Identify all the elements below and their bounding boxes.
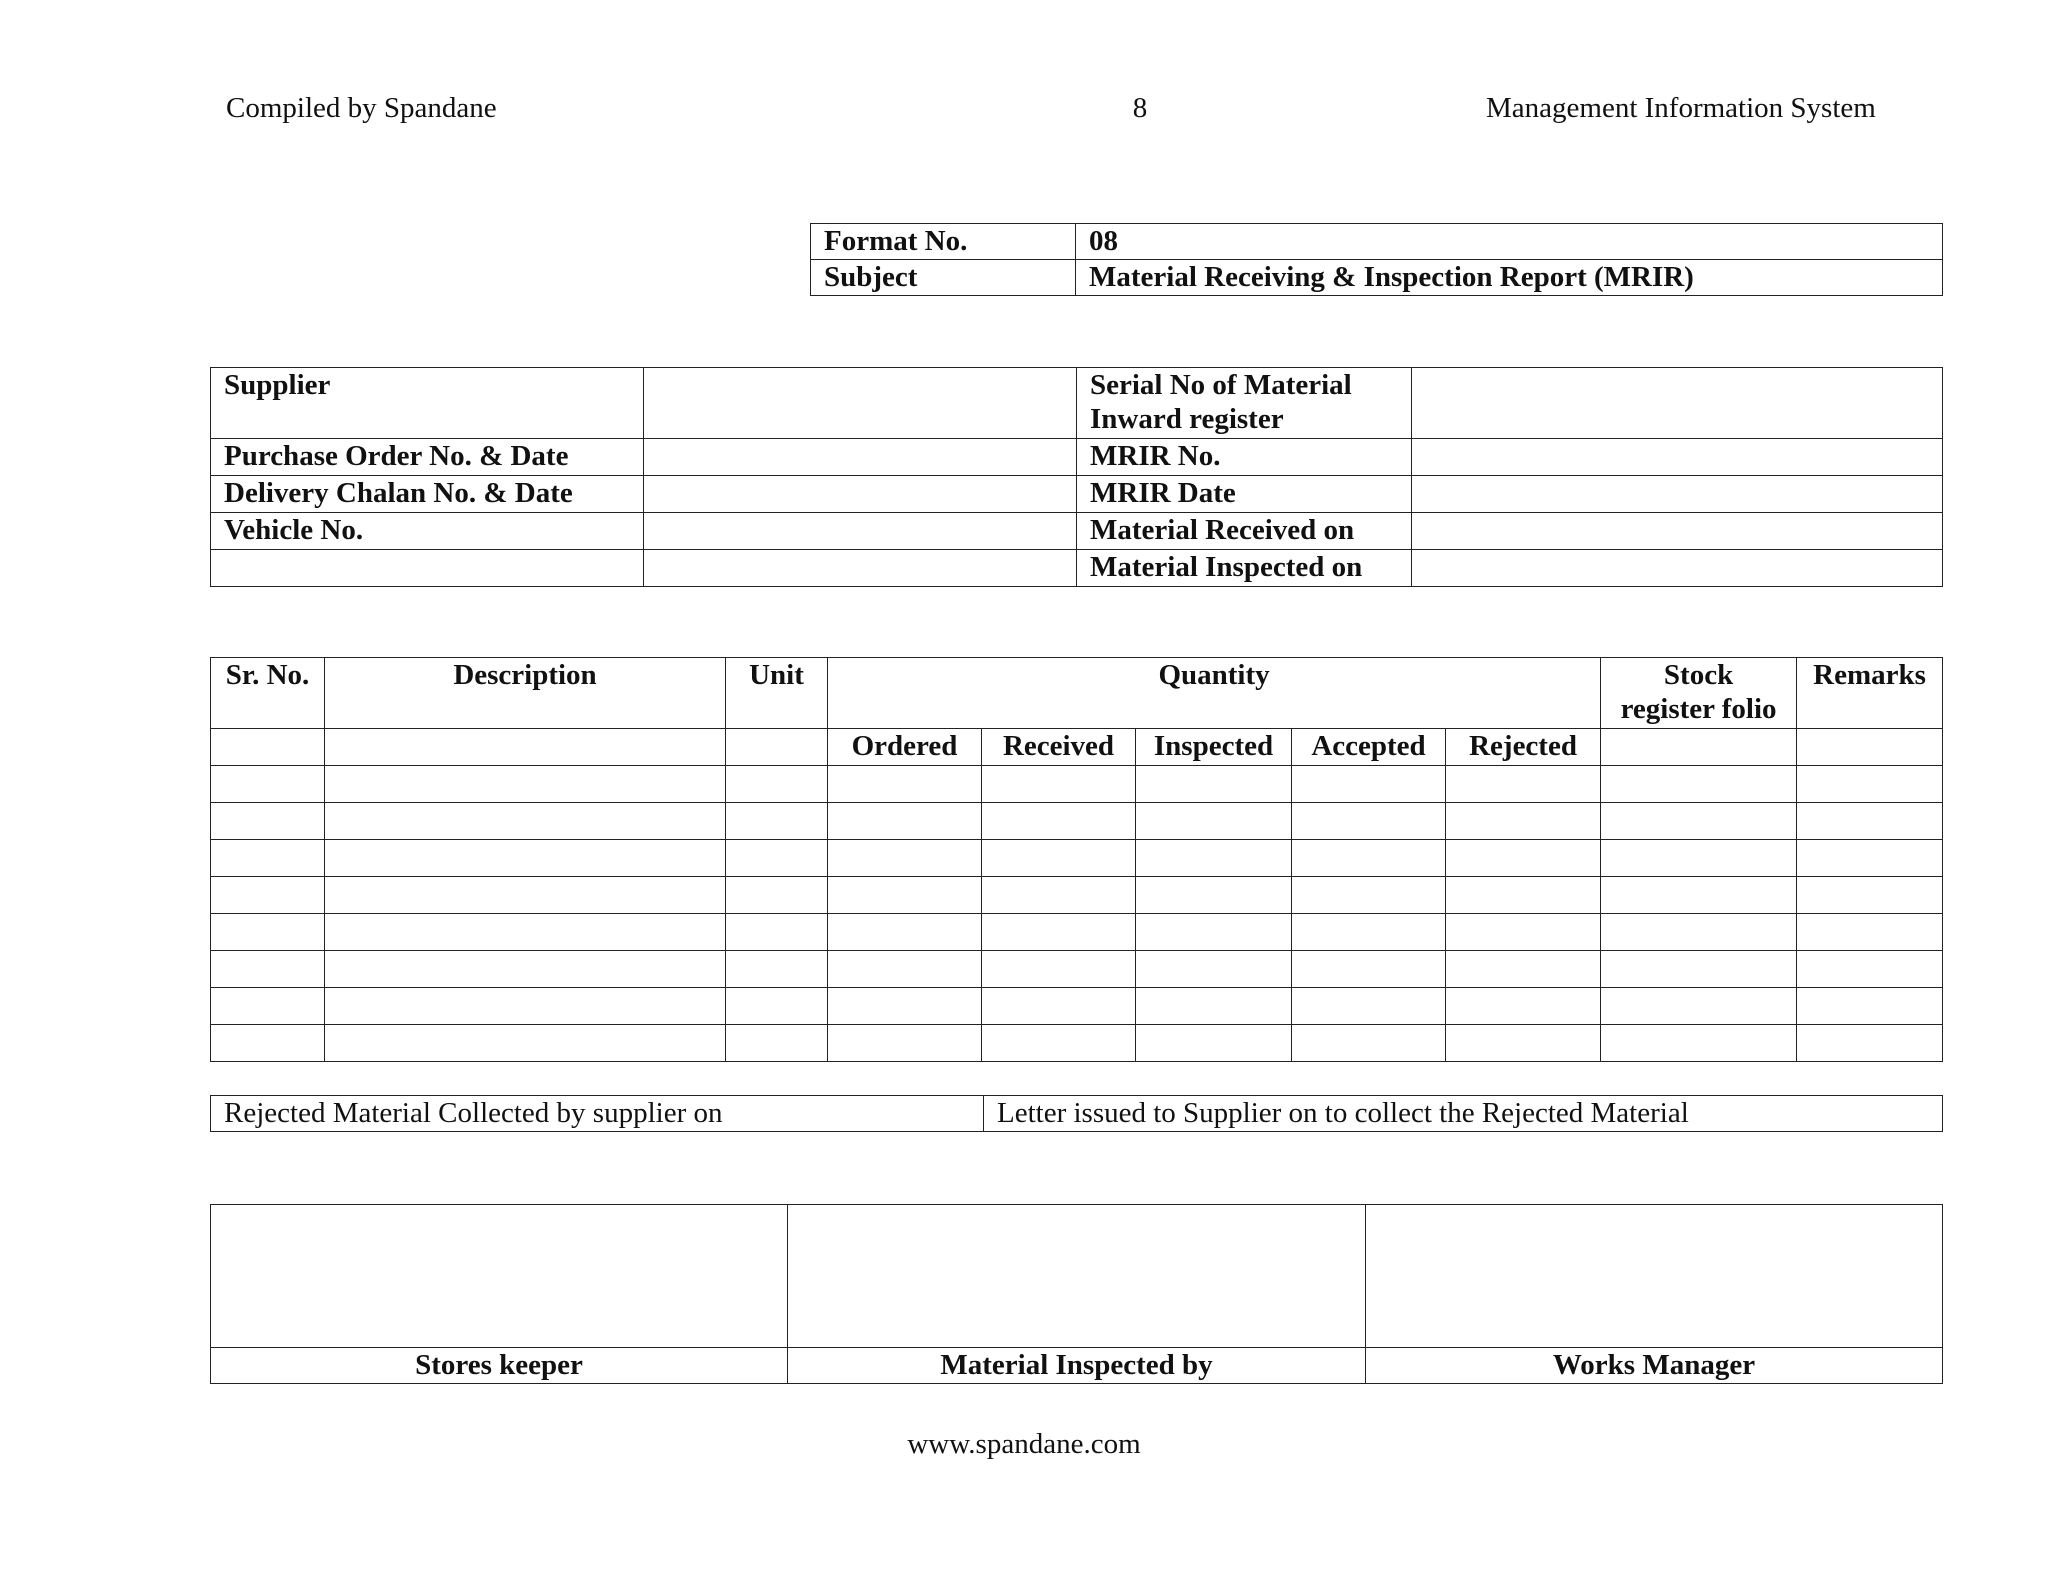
info-row bbox=[211, 476, 1943, 513]
inspected-header: Inspected bbox=[1136, 729, 1292, 766]
table-cell[interactable] bbox=[211, 1025, 325, 1062]
table-cell[interactable] bbox=[828, 803, 982, 840]
header-compiled-by: Compiled by Spandane bbox=[226, 92, 497, 124]
rejected-header: Rejected bbox=[1446, 729, 1601, 766]
table-cell[interactable] bbox=[1446, 766, 1601, 803]
table-cell[interactable] bbox=[325, 729, 726, 766]
table-cell[interactable] bbox=[1446, 803, 1601, 840]
table-cell[interactable] bbox=[726, 729, 828, 766]
table-cell[interactable] bbox=[325, 840, 726, 877]
table-cell[interactable] bbox=[1136, 877, 1292, 914]
items-table bbox=[210, 657, 1943, 1062]
table-cell[interactable] bbox=[982, 1025, 1136, 1062]
blank-label bbox=[211, 550, 644, 587]
table-cell[interactable] bbox=[1797, 988, 1943, 1025]
format-table bbox=[810, 223, 1943, 296]
description-header: Description bbox=[325, 658, 726, 729]
table-cell[interactable] bbox=[325, 988, 726, 1025]
table-cell[interactable] bbox=[1292, 766, 1446, 803]
works-manager-label: Works Manager bbox=[1366, 1348, 1943, 1384]
format-row bbox=[811, 224, 1943, 260]
table-cell[interactable] bbox=[1797, 766, 1943, 803]
table-cell[interactable] bbox=[1136, 1025, 1292, 1062]
table-cell[interactable] bbox=[1446, 988, 1601, 1025]
table-cell[interactable] bbox=[982, 840, 1136, 877]
subject-row bbox=[811, 260, 1943, 296]
table-cell[interactable] bbox=[211, 877, 325, 914]
table-cell[interactable] bbox=[726, 840, 828, 877]
rejected-material-row bbox=[211, 1096, 1943, 1132]
table-cell[interactable] bbox=[211, 914, 325, 951]
table-cell[interactable] bbox=[1601, 803, 1797, 840]
info-row bbox=[211, 550, 1943, 587]
table-cell[interactable] bbox=[1601, 951, 1797, 988]
table-row bbox=[211, 803, 1943, 840]
signature-label-row bbox=[211, 1348, 1943, 1384]
sr-no-header: Sr. No. bbox=[211, 658, 325, 729]
table-cell[interactable] bbox=[211, 729, 325, 766]
info-row bbox=[211, 513, 1943, 550]
table-cell[interactable] bbox=[1797, 951, 1943, 988]
mrir-no-field[interactable] bbox=[1412, 439, 1943, 476]
table-row bbox=[211, 766, 1943, 803]
table-cell[interactable] bbox=[982, 914, 1136, 951]
table-cell[interactable] bbox=[1797, 729, 1943, 766]
table-cell[interactable] bbox=[1601, 914, 1797, 951]
signature-table bbox=[210, 1204, 1943, 1384]
table-cell[interactable] bbox=[211, 803, 325, 840]
unit-header: Unit bbox=[726, 658, 828, 729]
supplier-label: Supplier bbox=[211, 368, 644, 439]
table-cell[interactable] bbox=[982, 877, 1136, 914]
mrir-date-label: MRIR Date bbox=[1077, 476, 1412, 513]
table-cell[interactable] bbox=[211, 766, 325, 803]
table-cell[interactable] bbox=[325, 914, 726, 951]
table-cell[interactable] bbox=[828, 1025, 982, 1062]
table-cell[interactable] bbox=[325, 803, 726, 840]
purchase-order-field[interactable] bbox=[644, 439, 1077, 476]
table-cell[interactable] bbox=[325, 951, 726, 988]
table-cell[interactable] bbox=[1446, 1025, 1601, 1062]
table-cell[interactable] bbox=[211, 840, 325, 877]
table-cell[interactable] bbox=[726, 988, 828, 1025]
material-inspected-field[interactable] bbox=[1412, 550, 1943, 587]
table-cell[interactable] bbox=[726, 766, 828, 803]
table-cell[interactable] bbox=[1292, 877, 1446, 914]
table-cell[interactable] bbox=[1292, 951, 1446, 988]
table-cell[interactable] bbox=[1292, 803, 1446, 840]
subject-label: Subject bbox=[811, 260, 1076, 296]
material-received-field[interactable] bbox=[1412, 513, 1943, 550]
table-cell[interactable] bbox=[1601, 766, 1797, 803]
remarks-header: Remarks bbox=[1797, 658, 1943, 729]
table-cell[interactable] bbox=[1797, 1025, 1943, 1062]
rejected-material-table bbox=[210, 1095, 1943, 1132]
table-row bbox=[211, 988, 1943, 1025]
material-inspected-label: Material Inspected on bbox=[1077, 550, 1412, 587]
rejected-collected-label[interactable]: Rejected Material Collected by supplier on bbox=[211, 1096, 984, 1132]
info-row bbox=[211, 439, 1943, 476]
table-row bbox=[211, 840, 1943, 877]
quantity-header: Quantity bbox=[828, 658, 1601, 729]
table-cell[interactable] bbox=[211, 988, 325, 1025]
footer-url: www.spandane.com bbox=[907, 1428, 1141, 1460]
table-cell[interactable] bbox=[1797, 877, 1943, 914]
table-cell[interactable] bbox=[1446, 914, 1601, 951]
table-cell[interactable] bbox=[1446, 951, 1601, 988]
table-cell[interactable] bbox=[1292, 914, 1446, 951]
page-header bbox=[0, 92, 2048, 132]
table-cell[interactable] bbox=[325, 877, 726, 914]
table-cell[interactable] bbox=[1797, 914, 1943, 951]
table-row bbox=[211, 1025, 1943, 1062]
works-manager-signature-box[interactable] bbox=[1366, 1205, 1943, 1348]
table-cell[interactable] bbox=[726, 914, 828, 951]
table-cell[interactable] bbox=[1136, 914, 1292, 951]
items-subheader-row bbox=[211, 729, 1943, 766]
inspector-signature-box[interactable] bbox=[788, 1205, 1366, 1348]
table-cell[interactable] bbox=[982, 803, 1136, 840]
letter-issued-label[interactable]: Letter issued to Supplier on to collect the Rejected Material bbox=[984, 1096, 1943, 1132]
table-cell[interactable] bbox=[325, 1025, 726, 1062]
table-cell[interactable] bbox=[726, 951, 828, 988]
table-cell[interactable] bbox=[982, 766, 1136, 803]
info-row bbox=[211, 368, 1943, 439]
stock-folio-header: Stock register folio bbox=[1601, 658, 1797, 729]
table-row bbox=[211, 951, 1943, 988]
table-cell[interactable] bbox=[1446, 840, 1601, 877]
stores-keeper-label: Stores keeper bbox=[211, 1348, 788, 1384]
table-cell[interactable] bbox=[726, 1025, 828, 1062]
table-cell[interactable] bbox=[1601, 988, 1797, 1025]
format-no-label: Format No. bbox=[811, 224, 1076, 260]
received-header: Received bbox=[982, 729, 1136, 766]
info-table bbox=[210, 367, 1943, 587]
delivery-chalan-field[interactable] bbox=[644, 476, 1077, 513]
table-cell[interactable] bbox=[1136, 840, 1292, 877]
material-inspected-by-label: Material Inspected by bbox=[788, 1348, 1366, 1384]
serial-no-label: Serial No of Material Inward register bbox=[1077, 368, 1412, 439]
table-cell[interactable] bbox=[828, 877, 982, 914]
item-rows bbox=[211, 766, 1943, 1062]
vehicle-no-field[interactable] bbox=[644, 513, 1077, 550]
table-cell[interactable] bbox=[828, 951, 982, 988]
table-cell[interactable] bbox=[325, 766, 726, 803]
table-row bbox=[211, 877, 1943, 914]
table-cell[interactable] bbox=[1136, 988, 1292, 1025]
serial-no-field[interactable] bbox=[1412, 368, 1943, 439]
ordered-header: Ordered bbox=[828, 729, 982, 766]
table-cell[interactable] bbox=[1136, 766, 1292, 803]
material-received-label: Material Received on bbox=[1077, 513, 1412, 550]
table-cell[interactable] bbox=[982, 988, 1136, 1025]
table-cell[interactable] bbox=[982, 951, 1136, 988]
table-row bbox=[211, 914, 1943, 951]
purchase-order-label: Purchase Order No. & Date bbox=[211, 439, 644, 476]
table-cell[interactable] bbox=[828, 766, 982, 803]
table-cell[interactable] bbox=[1292, 988, 1446, 1025]
signature-space-row bbox=[211, 1205, 1943, 1348]
delivery-chalan-label: Delivery Chalan No. & Date bbox=[211, 476, 644, 513]
table-cell[interactable] bbox=[1136, 803, 1292, 840]
table-cell[interactable] bbox=[211, 951, 325, 988]
table-cell[interactable] bbox=[828, 914, 982, 951]
table-cell[interactable] bbox=[1601, 729, 1797, 766]
table-cell[interactable] bbox=[828, 988, 982, 1025]
supplier-field[interactable] bbox=[644, 368, 1077, 439]
blank-field[interactable] bbox=[644, 550, 1077, 587]
table-cell[interactable] bbox=[1136, 951, 1292, 988]
subject-value: Material Receiving & Inspection Report (MRIR) bbox=[1076, 260, 1943, 296]
page-number: 8 bbox=[1132, 92, 1148, 124]
table-cell[interactable] bbox=[828, 840, 982, 877]
items-header-row bbox=[211, 658, 1943, 729]
table-cell[interactable] bbox=[726, 877, 828, 914]
table-cell[interactable] bbox=[1601, 1025, 1797, 1062]
table-cell[interactable] bbox=[1797, 803, 1943, 840]
table-cell[interactable] bbox=[1446, 877, 1601, 914]
mrir-date-field[interactable] bbox=[1412, 476, 1943, 513]
table-cell[interactable] bbox=[1601, 840, 1797, 877]
accepted-header: Accepted bbox=[1292, 729, 1446, 766]
header-title: Management Information System bbox=[1486, 92, 1876, 124]
mrir-no-label: MRIR No. bbox=[1077, 439, 1412, 476]
table-cell[interactable] bbox=[1601, 877, 1797, 914]
stores-keeper-signature-box[interactable] bbox=[211, 1205, 788, 1348]
vehicle-no-label: Vehicle No. bbox=[211, 513, 644, 550]
table-cell[interactable] bbox=[1292, 1025, 1446, 1062]
table-cell[interactable] bbox=[1292, 840, 1446, 877]
format-no-value: 08 bbox=[1076, 224, 1943, 260]
table-cell[interactable] bbox=[1797, 840, 1943, 877]
table-cell[interactable] bbox=[726, 803, 828, 840]
